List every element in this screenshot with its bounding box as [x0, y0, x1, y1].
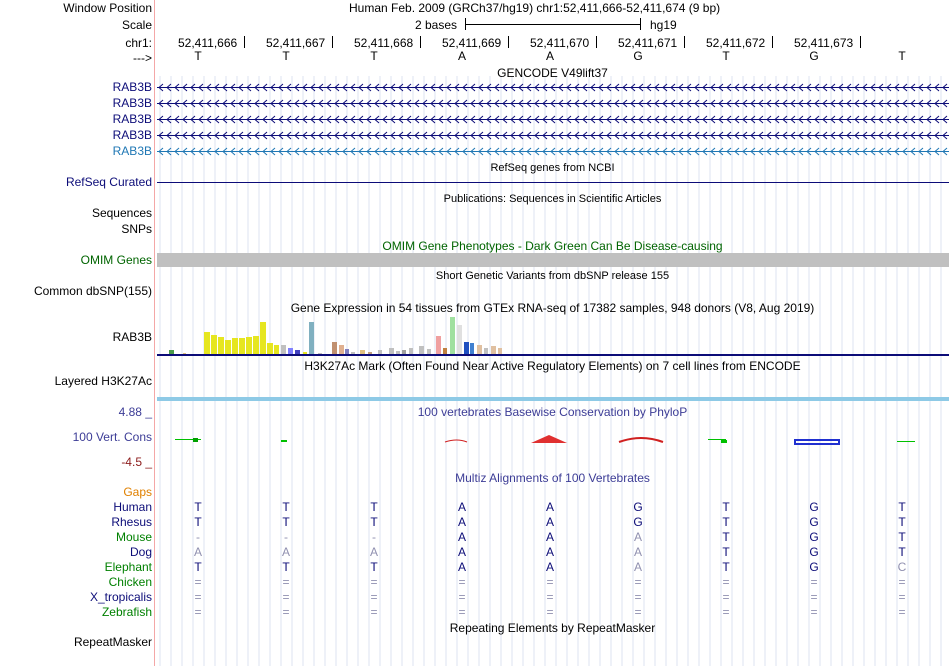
species-label[interactable]: Zebrafish [101, 605, 152, 619]
coordinate-label: 52,411,672 [706, 36, 766, 50]
base-letter: T [722, 49, 730, 63]
refseq-track-label[interactable]: RefSeq Curated [65, 175, 152, 189]
gencode-gene-label[interactable]: RAB3B [112, 80, 152, 94]
alignment-base: G [809, 560, 819, 574]
gencode-gene-label[interactable]: RAB3B [112, 96, 152, 110]
gtex-tissue-bar[interactable] [345, 349, 349, 354]
gencode-track-title: GENCODE V49lift37 [497, 66, 608, 80]
omim-gene-bar[interactable] [157, 253, 949, 267]
base-letter: A [545, 49, 554, 63]
alignment-base: T [722, 500, 730, 514]
gencode-gene-label[interactable]: RAB3B [112, 112, 152, 126]
alignment-base: T [282, 560, 290, 574]
alignment-base: = [810, 575, 818, 589]
gtex-baseline [157, 354, 949, 356]
alignment-base: G [633, 500, 643, 514]
window-position-label: Window Position [63, 1, 152, 15]
gtex-tissue-bar[interactable] [309, 322, 314, 354]
repeatmasker-track-title: Repeating Elements by RepeatMasker [449, 621, 656, 635]
chr-label: chr1: [125, 36, 152, 50]
coordinate-label: 52,411,670 [530, 36, 590, 50]
gtex-tissue-bar[interactable] [427, 349, 431, 354]
omim-track-label[interactable]: OMIM Genes [80, 253, 152, 267]
phylop-track-title: 100 vertebrates Basewise Conservation by PhyloP [417, 405, 688, 419]
alignment-base: = [810, 590, 818, 604]
species-label[interactable]: Human [113, 500, 152, 514]
species-label[interactable]: X_tropicalis [89, 590, 152, 604]
alignment-base: T [722, 530, 730, 544]
alignment-base: = [546, 605, 554, 619]
publications-track-title: Publications: Sequences in Scientific Articles [443, 193, 662, 205]
alignment-base: - [284, 530, 288, 544]
alignment-base: A [457, 530, 466, 544]
alignment-base: = [458, 590, 466, 604]
gtex-tissue-bar[interactable] [281, 345, 286, 354]
gtex-tissue-bar[interactable] [332, 342, 337, 354]
ruler-tick [596, 36, 597, 48]
alignment-base: T [898, 530, 906, 544]
alignment-base: = [370, 605, 378, 619]
alignment-base: = [194, 590, 202, 604]
alignment-base: = [634, 605, 642, 619]
alignment-base: = [458, 575, 466, 589]
phylop-conservation-plot[interactable] [157, 428, 949, 450]
alignment-base: = [634, 590, 642, 604]
alignment-base: = [810, 605, 818, 619]
gtex-tissue-bar[interactable] [211, 335, 217, 354]
base-letter: G [809, 49, 819, 63]
gtex-tissue-bar[interactable] [318, 353, 322, 354]
alignment-base: = [722, 605, 730, 619]
gtex-tissue-bar[interactable] [246, 337, 252, 354]
alignment-base: T [722, 560, 730, 574]
species-label[interactable]: Dog [129, 545, 152, 559]
alignment-base: = [370, 575, 378, 589]
gtex-tissue-bar[interactable] [232, 338, 238, 354]
alignment-base: T [898, 500, 906, 514]
gtex-tissue-bar[interactable] [443, 348, 447, 354]
gtex-tissue-bar[interactable] [368, 352, 372, 354]
alignment-base: T [722, 515, 730, 529]
gencode-gene-strand[interactable] [157, 99, 949, 108]
scale-bases: 2 bases [415, 18, 458, 32]
species-label[interactable]: Mouse [115, 530, 152, 544]
scale-bar [465, 18, 641, 32]
ruler-tick [508, 36, 509, 48]
dbsnp-track-title: Short Genetic Variants from dbSNP release 155 [435, 270, 670, 282]
gtex-tissue-bar[interactable] [218, 337, 224, 354]
alignment-base: = [634, 575, 642, 589]
dbsnp-track-label[interactable]: Common dbSNP(155) [33, 284, 152, 298]
alignment-base: T [898, 545, 906, 559]
gencode-gene-label[interactable]: RAB3B [112, 144, 152, 158]
alignment-base: T [898, 515, 906, 529]
gtex-tissue-bar[interactable] [450, 317, 455, 354]
alignment-base: = [458, 605, 466, 619]
alignment-base: A [457, 545, 466, 559]
alignment-base: G [809, 545, 819, 559]
alignment-base: = [282, 590, 290, 604]
base-letter: A [457, 49, 466, 63]
alignment-base: T [370, 500, 378, 514]
alignment-base: - [372, 530, 376, 544]
gencode-gene-strand[interactable] [157, 131, 949, 140]
alignment-base: G [809, 515, 819, 529]
gtex-tissue-bar[interactable] [274, 345, 279, 354]
base-letter: T [282, 49, 290, 63]
gtex-tissue-bar[interactable] [253, 336, 259, 354]
alignment-base: - [196, 530, 200, 544]
alignment-base: T [722, 545, 730, 559]
alignment-base: A [545, 530, 554, 544]
gtex-tissue-bar[interactable] [303, 352, 307, 354]
alignment-base: G [633, 515, 643, 529]
gtex-tissue-bar[interactable] [360, 350, 365, 354]
gtex-tissue-bar[interactable] [378, 350, 382, 354]
alignment-base: A [545, 545, 554, 559]
alignment-base: T [194, 515, 202, 529]
gtex-tissue-bar[interactable] [260, 322, 266, 354]
coordinate-label: 52,411,673 [794, 36, 854, 50]
repeatmasker-track-label[interactable]: RepeatMasker [73, 635, 152, 649]
strand-arrow-label: ---> [133, 51, 152, 65]
alignment-base: G [809, 530, 819, 544]
alignment-base: G [809, 500, 819, 514]
gtex-tissue-bar[interactable] [389, 348, 394, 354]
gtex-tissue-bar[interactable] [409, 348, 413, 354]
gtex-track-label[interactable]: RAB3B [112, 330, 152, 344]
phylop-min-value: -4.5 _ [121, 455, 152, 469]
gtex-tissue-bar[interactable] [183, 353, 186, 354]
h3k27ac-track-title: H3K27Ac Mark (Often Found Near Active Regulatory Elements) on 7 cell lines from ENCODE [304, 359, 801, 373]
alignment-base: A [633, 560, 642, 574]
gtex-tissue-bar[interactable] [491, 346, 496, 354]
h3k27ac-track-label[interactable]: Layered H3K27Ac [54, 374, 152, 388]
alignment-base: A [281, 545, 290, 559]
gaps-label[interactable]: Gaps [123, 485, 152, 499]
scale-assembly: hg19 [650, 18, 677, 32]
gtex-tissue-bar[interactable] [477, 345, 482, 354]
label-divider [154, 0, 155, 666]
alignment-base: = [898, 605, 906, 619]
coordinate-label: 52,411,671 [618, 36, 678, 50]
ruler-tick [332, 36, 333, 48]
base-letter: G [633, 49, 643, 63]
coordinate-label: 52,411,668 [354, 36, 414, 50]
gtex-tissue-bar[interactable] [288, 348, 293, 354]
species-label[interactable]: Rhesus [111, 515, 152, 529]
alignment-base: T [282, 515, 290, 529]
gtex-tissue-bar[interactable] [470, 343, 474, 354]
base-letter: T [194, 49, 202, 63]
alignment-base: A [633, 545, 642, 559]
phylop-track-label[interactable]: 100 Vert. Cons [72, 430, 152, 444]
gencode-gene-strand[interactable] [157, 115, 949, 124]
gtex-tissue-bar[interactable] [436, 336, 441, 354]
gtex-expression-bars[interactable] [157, 315, 949, 356]
coordinate-label: 52,411,667 [266, 36, 326, 50]
gtex-tissue-bar[interactable] [339, 345, 344, 354]
publications-track-label[interactable]: Sequences [91, 206, 152, 220]
ruler-tick [244, 36, 245, 48]
gtex-tissue-bar[interactable] [484, 348, 488, 354]
alignment-base: A [457, 515, 466, 529]
ruler-tick [420, 36, 421, 48]
alignment-base: T [194, 560, 202, 574]
alignment-base: A [369, 545, 378, 559]
gtex-tissue-bar[interactable] [267, 343, 273, 354]
gtex-tissue-bar[interactable] [419, 346, 424, 354]
coordinate-label: 52,411,669 [442, 36, 502, 50]
h3k27ac-signal[interactable] [157, 397, 949, 401]
multiz-track-title: Multiz Alignments of 100 Vertebrates [455, 471, 650, 485]
alignment-base: = [194, 575, 202, 589]
gtex-tissue-bar[interactable] [225, 340, 231, 354]
alignment-base: T [370, 560, 378, 574]
species-label[interactable]: Elephant [104, 560, 152, 574]
alignment-base: = [282, 575, 290, 589]
gencode-gene-label[interactable]: RAB3B [112, 128, 152, 142]
alignment-base: A [633, 530, 642, 544]
alignment-base: = [370, 590, 378, 604]
gencode-gene-strand[interactable] [157, 83, 949, 92]
window-position-value: Human Feb. 2009 (GRCh37/hg19) chr1:52,411,666-52,411,674 (9 bp) [349, 1, 721, 15]
scale-label: Scale [121, 18, 152, 32]
alignment-base: = [722, 590, 730, 604]
alignment-base: A [545, 500, 554, 514]
alignment-base: = [546, 575, 554, 589]
alignment-base: T [370, 515, 378, 529]
alignment-base: A [457, 500, 466, 514]
species-label[interactable]: Chicken [108, 575, 152, 589]
snps-track-label[interactable]: SNPs [121, 222, 152, 236]
alignment-base: A [545, 515, 554, 529]
alignment-base: = [546, 590, 554, 604]
alignment-base: C [897, 560, 907, 574]
coordinate-label: 52,411,666 [178, 36, 238, 50]
alignment-base: = [282, 605, 290, 619]
ruler-tick [772, 36, 773, 48]
refseq-track-title: RefSeq genes from NCBI [490, 162, 615, 174]
gtex-tissue-bar[interactable] [351, 352, 355, 354]
gtex-tissue-bar[interactable] [239, 338, 245, 354]
gtex-tissue-bar[interactable] [457, 325, 462, 354]
ruler-tick [684, 36, 685, 48]
gtex-tissue-bar[interactable] [204, 332, 210, 354]
alignment-base: = [722, 575, 730, 589]
gtex-tissue-bar[interactable] [402, 350, 406, 354]
base-letter: T [898, 49, 906, 63]
gtex-tissue-bar[interactable] [498, 348, 502, 354]
omim-track-title: OMIM Gene Phenotypes - Dark Green Can Be Disease-causing [382, 239, 723, 253]
gtex-tissue-bar[interactable] [396, 351, 400, 354]
alignment-base: T [282, 500, 290, 514]
gtex-track-title: Gene Expression in 54 tissues from GTEx RNA-seq of 17382 samples, 948 donors (V8, Aug 2019) [290, 301, 815, 315]
base-letter: T [370, 49, 378, 63]
alignment-base: = [898, 575, 906, 589]
ruler-tick [860, 36, 861, 48]
alignment-base: A [193, 545, 202, 559]
alignment-base: A [545, 560, 554, 574]
refseq-gene-line[interactable] [157, 182, 949, 183]
alignment-base: = [898, 590, 906, 604]
alignment-base: A [457, 560, 466, 574]
gtex-tissue-bar[interactable] [464, 342, 469, 354]
gencode-gene-strand[interactable] [157, 147, 949, 156]
phylop-max-value: 4.88 _ [118, 405, 152, 419]
gtex-tissue-bar[interactable] [295, 350, 300, 354]
alignment-base: = [194, 605, 202, 619]
gtex-tissue-bar[interactable] [169, 350, 174, 354]
alignment-base: T [194, 500, 202, 514]
